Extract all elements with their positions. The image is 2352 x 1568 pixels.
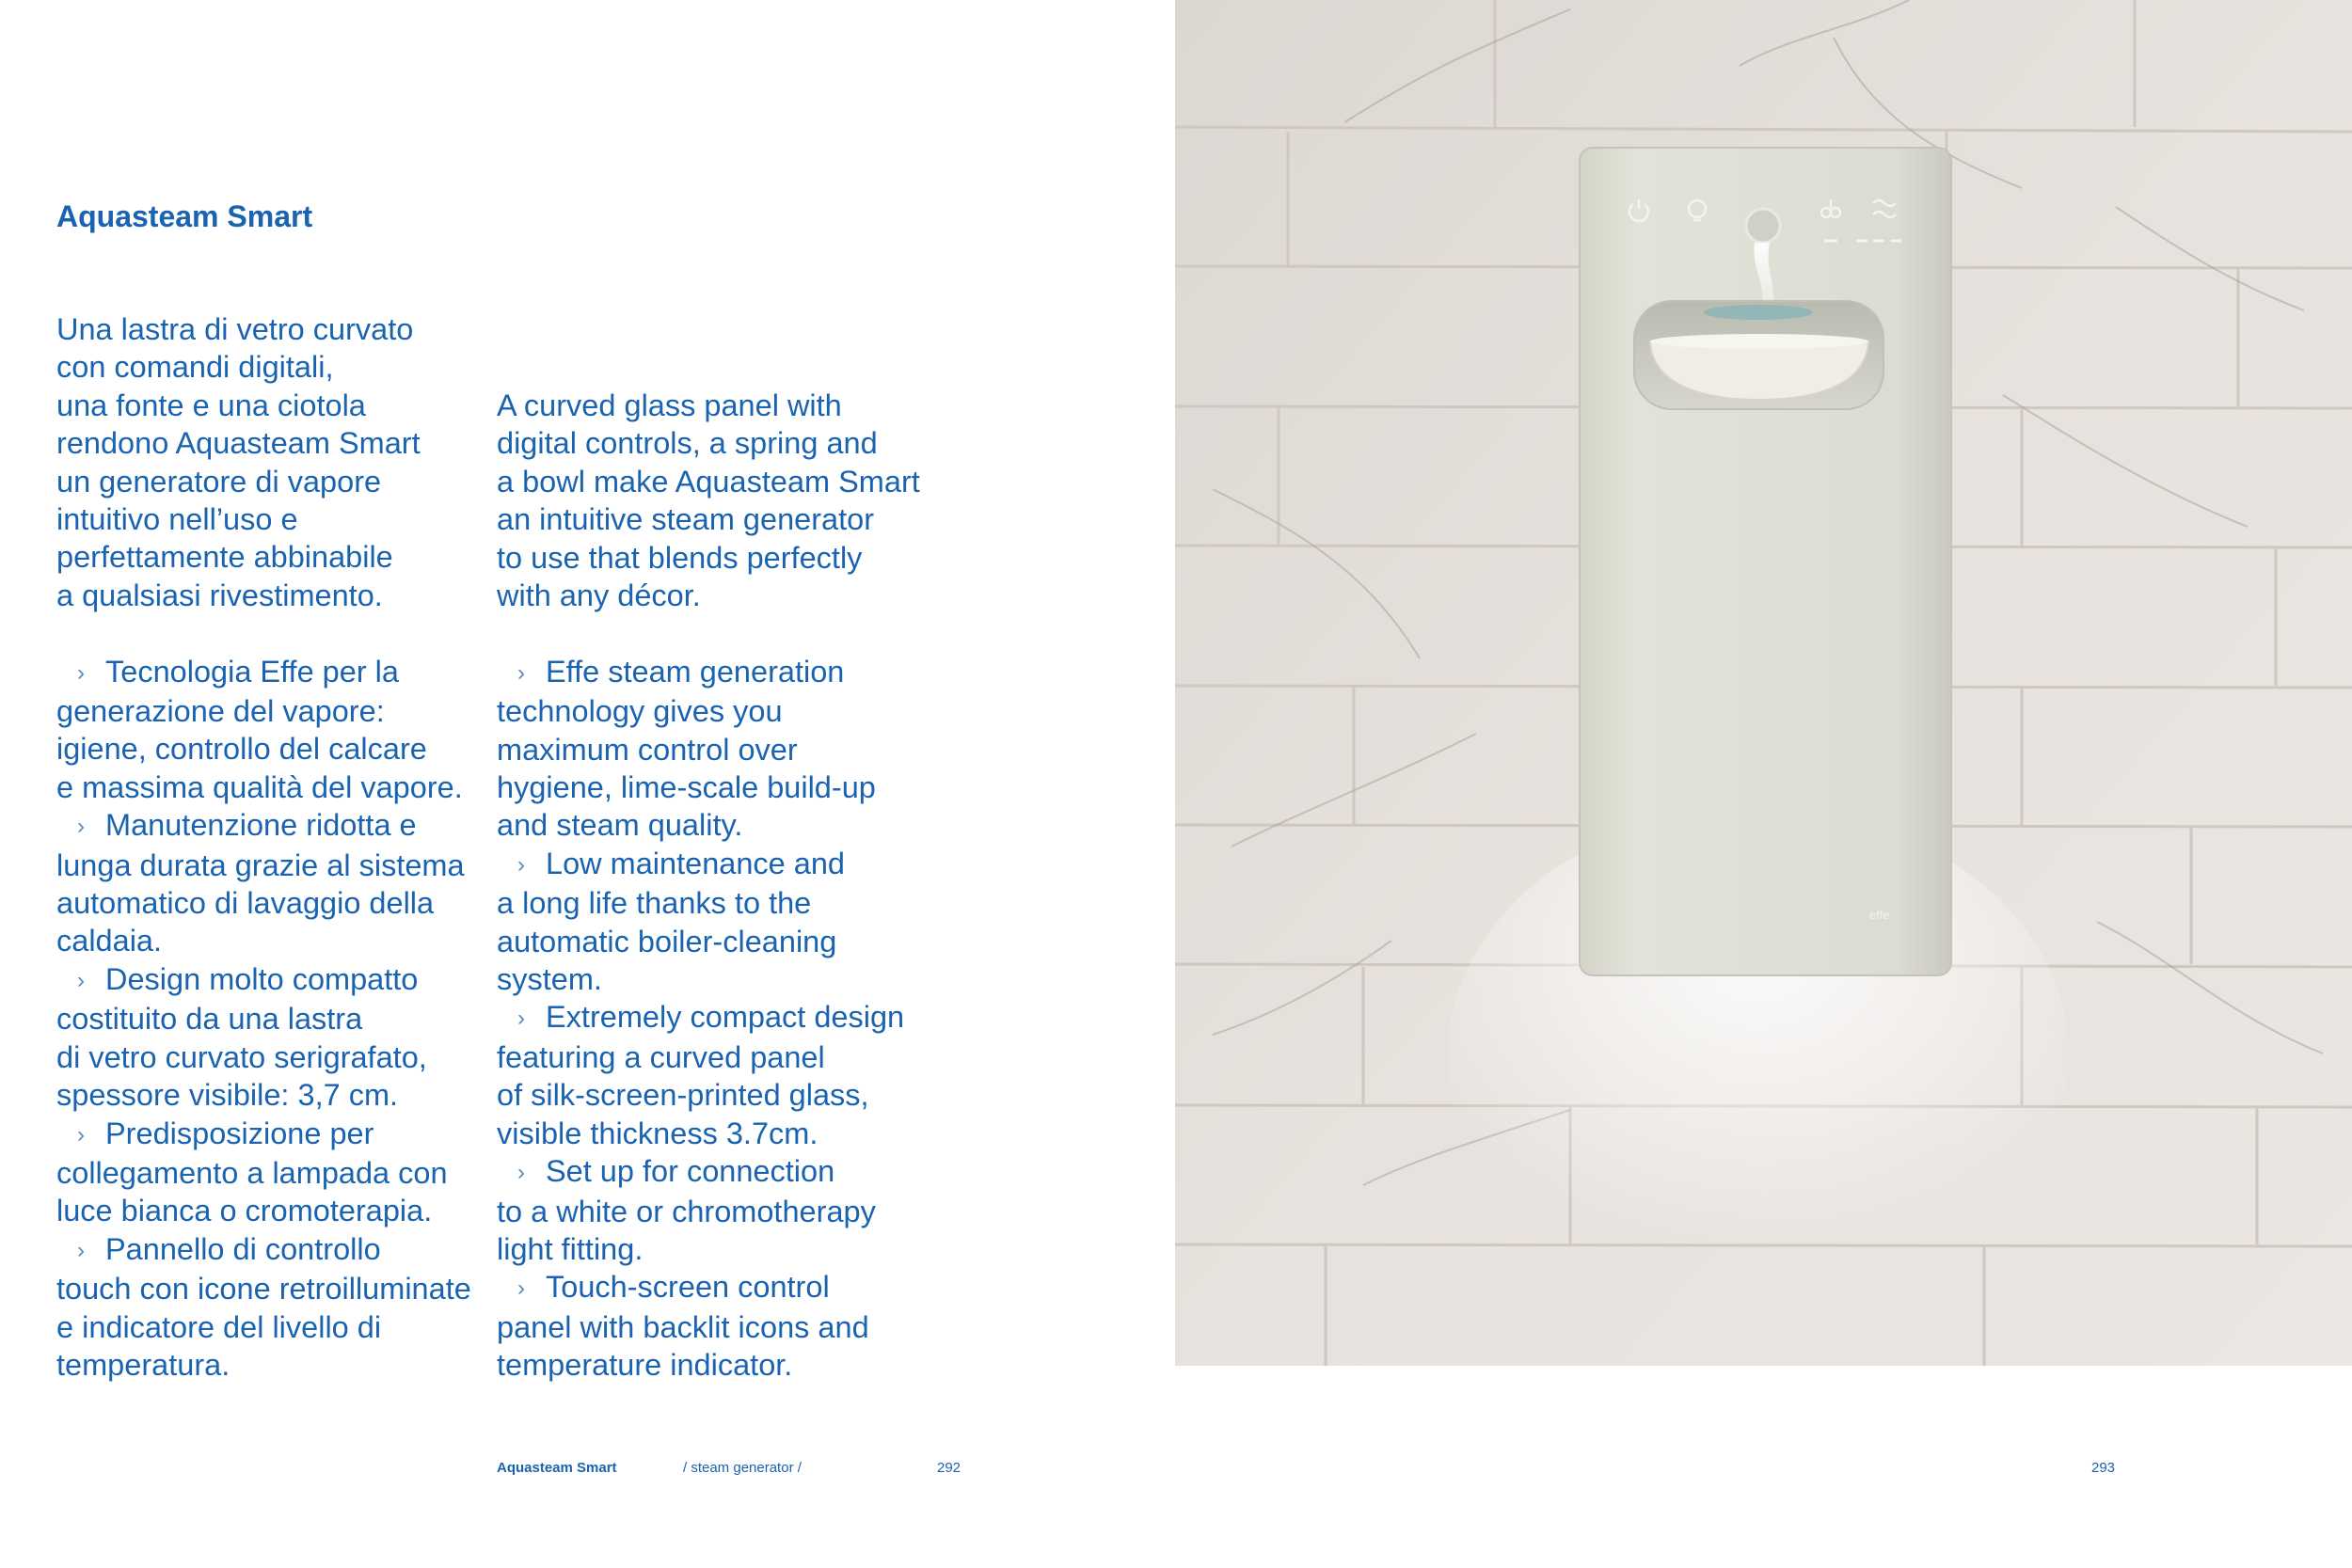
chevron-right-icon: › bbox=[517, 851, 525, 878]
text-fragment: Extremely compact design bbox=[546, 1000, 905, 1035]
text-line: spessore visibile: 3,7 cm. bbox=[56, 1078, 399, 1113]
page-number-right: 293 bbox=[2091, 1460, 2116, 1476]
text-line: e indicatore del livello di bbox=[56, 1309, 382, 1344]
list-item bbox=[56, 806, 499, 960]
list-item bbox=[497, 998, 939, 1152]
chevron-right-icon: › bbox=[517, 659, 525, 686]
text-line: digital controls, a spring and bbox=[497, 426, 878, 461]
text-line: to use that blends perfectly bbox=[497, 540, 863, 575]
text-line: touch con icone retroilluminate bbox=[56, 1272, 471, 1307]
text-line: to a white or chromotherapy bbox=[497, 1194, 876, 1228]
text-fragment: Pannello di controllo bbox=[105, 1231, 381, 1266]
bowl-rim bbox=[1650, 334, 1868, 349]
text-line: a long life thanks to the bbox=[497, 886, 812, 921]
italian-feature-list bbox=[56, 653, 499, 1385]
text-line bbox=[497, 998, 939, 1037]
text-line: rendono Aquasteam Smart bbox=[56, 426, 421, 461]
chevron-right-icon: › bbox=[77, 967, 85, 993]
steam-generator-illustration bbox=[1175, 0, 2352, 1366]
italian-intro-text bbox=[56, 310, 499, 614]
text-fragment: Design molto compatto bbox=[105, 961, 419, 996]
text-line: A curved glass panel with bbox=[497, 388, 842, 422]
text-line: hygiene, lime-scale build-up bbox=[497, 770, 876, 805]
steam-generator-panel bbox=[1580, 148, 1951, 975]
list-item bbox=[56, 1115, 499, 1230]
english-column bbox=[497, 387, 939, 1385]
chevron-right-icon: › bbox=[77, 814, 85, 840]
text-line: panel with backlit icons and bbox=[497, 1309, 869, 1344]
text-fragment: Low maintenance and bbox=[546, 846, 846, 880]
text-line: di vetro curvato serigrafato, bbox=[56, 1039, 427, 1074]
page-number-left: 292 bbox=[937, 1460, 961, 1476]
brand-mark: effe bbox=[1869, 908, 1890, 922]
steam-spout bbox=[1746, 209, 1780, 243]
page-title: Aquasteam Smart bbox=[56, 199, 313, 233]
text-line: temperature indicator. bbox=[497, 1348, 793, 1383]
list-item bbox=[497, 653, 939, 845]
footer-section: / steam generator / bbox=[683, 1460, 802, 1476]
text-line: visible thickness 3.7cm. bbox=[497, 1116, 818, 1150]
text-line: an intuitive steam generator bbox=[497, 502, 875, 537]
text-line: of silk-screen-printed glass, bbox=[497, 1078, 869, 1113]
text-line: intuitivo nell’uso e bbox=[56, 502, 298, 537]
text-line: una fonte e una ciotola bbox=[56, 388, 366, 422]
list-item bbox=[56, 960, 499, 1115]
list-item bbox=[497, 845, 939, 999]
text-line bbox=[497, 1152, 939, 1192]
text-line: light fitting. bbox=[497, 1231, 644, 1266]
footer-title: Aquasteam Smart bbox=[497, 1460, 617, 1476]
text-line bbox=[56, 653, 499, 692]
text-line: a qualsiasi rivestimento. bbox=[56, 578, 383, 612]
chevron-right-icon: › bbox=[77, 1237, 85, 1263]
text-line: automatico di lavaggio della bbox=[56, 886, 435, 921]
text-line: un generatore di vapore bbox=[56, 464, 382, 499]
text-line: featuring a curved panel bbox=[497, 1039, 825, 1074]
text-line: costituito da una lastra bbox=[56, 1002, 363, 1037]
text-line: igiene, controllo del calcare bbox=[56, 732, 427, 767]
text-line: system. bbox=[497, 962, 602, 997]
text-fragment: Manutenzione ridotta e bbox=[105, 808, 417, 843]
text-line bbox=[56, 960, 499, 1000]
text-line bbox=[56, 1230, 499, 1270]
text-line: a bowl make Aquasteam Smart bbox=[497, 464, 920, 499]
text-line: maximum control over bbox=[497, 732, 798, 767]
text-line: technology gives you bbox=[497, 694, 783, 729]
chevron-right-icon: › bbox=[77, 659, 85, 686]
text-fragment: Effe steam generation bbox=[546, 654, 845, 689]
text-line: automatic boiler-cleaning bbox=[497, 924, 837, 958]
text-line bbox=[56, 806, 499, 846]
text-line: collegamento a lampada con bbox=[56, 1155, 448, 1190]
text-line bbox=[497, 845, 939, 884]
text-line: generazione del vapore: bbox=[56, 694, 385, 729]
text-line bbox=[497, 1268, 939, 1307]
italian-column bbox=[56, 310, 499, 1384]
text-line: perfettamente abbinabile bbox=[56, 540, 393, 575]
english-feature-list bbox=[497, 653, 939, 1385]
list-item bbox=[497, 1268, 939, 1384]
english-intro-text bbox=[497, 387, 939, 614]
list-item bbox=[497, 1152, 939, 1268]
chevron-right-icon: › bbox=[517, 1006, 525, 1032]
text-line: and steam quality. bbox=[497, 808, 743, 843]
text-line: caldaia. bbox=[56, 924, 163, 958]
english-intro bbox=[497, 387, 939, 614]
text-line: luce bianca o cromoterapia. bbox=[56, 1194, 433, 1228]
text-line bbox=[497, 653, 939, 692]
text-fragment: Predisposizione per bbox=[105, 1116, 374, 1150]
text-line bbox=[56, 1115, 499, 1154]
chevron-right-icon: › bbox=[517, 1160, 525, 1186]
text-line: lunga durata grazie al sistema bbox=[56, 847, 465, 882]
text-line: Una lastra di vetro curvato bbox=[56, 312, 414, 346]
text-line: temperatura. bbox=[56, 1347, 230, 1382]
text-line: with any décor. bbox=[497, 578, 701, 613]
list-item bbox=[56, 1230, 499, 1385]
chevron-right-icon: › bbox=[517, 1275, 525, 1302]
product-photo bbox=[1175, 0, 2352, 1366]
list-item bbox=[56, 653, 499, 807]
text-line: e massima qualità del vapore. bbox=[56, 769, 463, 804]
text-fragment: Touch-screen control bbox=[546, 1270, 830, 1305]
italian-intro bbox=[56, 310, 499, 614]
text-fragment: Tecnologia Effe per la bbox=[105, 654, 399, 689]
chevron-right-icon: › bbox=[77, 1121, 85, 1148]
text-fragment: Set up for connection bbox=[546, 1154, 835, 1189]
water-ring bbox=[1704, 305, 1813, 320]
text-line: con comandi digitali, bbox=[56, 350, 334, 385]
